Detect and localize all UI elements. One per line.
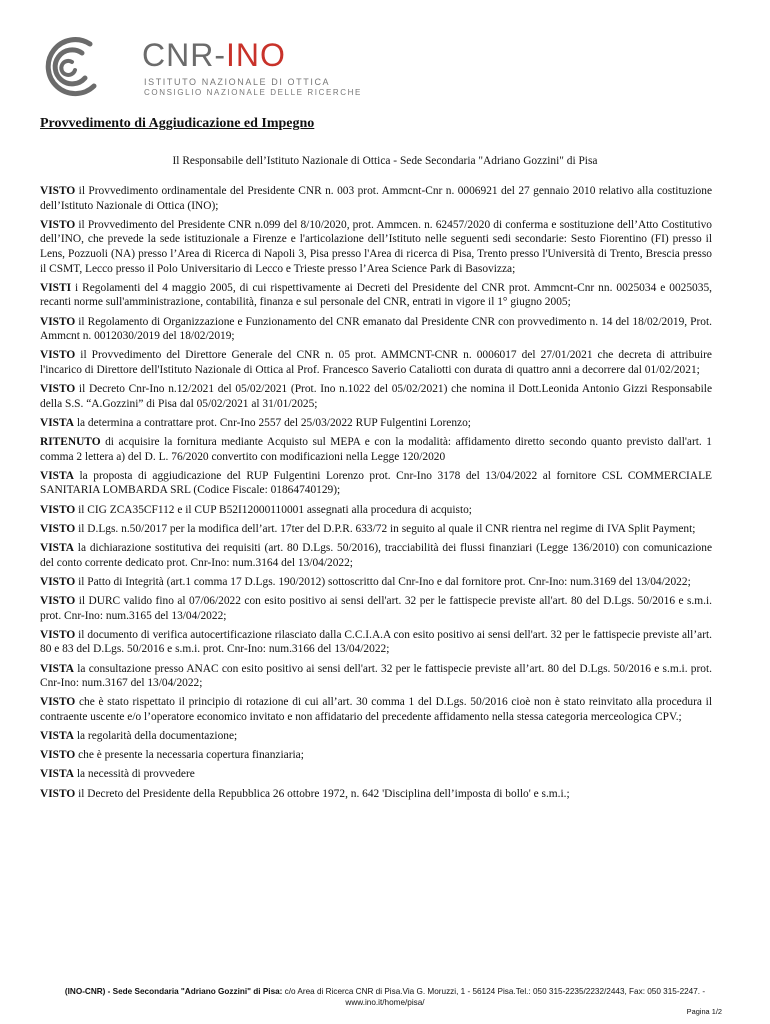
clause-paragraph <box>40 218 712 276</box>
clause-text: il documento di verifica autocertificazione rilasciato dalla C.C.I.A.A con esito positivo ai sensi dell'art. 32 per le fattispecie previste all’art. 80 e 83 del D.Lgs. 50/2016 e s.m.i. prot. Cnr-Ino: num.3166 del 13/04/2022; <box>40 628 712 656</box>
clause-label: VISTO <box>40 575 76 588</box>
clause-label: VISTA <box>40 662 74 675</box>
clause-paragraph <box>40 522 712 537</box>
clause-text: il CIG ZCA35CF112 e il CUP B52I12000110001 assegnati alla procedura di acquisto; <box>75 503 472 516</box>
clause-label: VISTA <box>40 469 74 482</box>
clause-label: VISTO <box>40 349 76 362</box>
clause-label: VISTO <box>40 383 76 396</box>
clause-label: VISTO <box>40 749 76 762</box>
clause-paragraph <box>40 348 712 377</box>
clause-text: la determina a contrattare prot. Cnr-Ino 2557 del 25/03/2022 RUP Fulgentini Lorenzo; <box>73 416 471 429</box>
clause-label: VISTA <box>40 542 74 554</box>
clause-text: il Provvedimento del Presidente CNR n.099 del 8/10/2020, prot. Ammcen. n. 62457/2020 di conferma e sostituzione dell’Atto Costitutivo dell’INO, che prevede la sede istituzionale a Firenze e l'articolazione dell’Istituto nelle seguenti sedi secondarie: Sesto Fiorentino (FI) presso il Lens, Pozzuoli (NA) presso l’Area di Ricerca di Napoli 3, Pisa presso l'Area di ricerca di Pisa, Trento presso l'Università di Trento, Brescia presso il CSMT, Lecco presso il Polo Universitario di Lecco e Trieste presso l’Area Science Park di Basovizza; <box>40 218 712 275</box>
cnr-logo-icon <box>38 36 102 100</box>
page-number: Pagina 1/2 <box>686 1007 722 1016</box>
clause-text: che è stato rispettato il principio di rotazione di cui all’art. 30 comma 1 del D.Lgs. 50/2016 cioè non è stato reinvitato alla procedura il contraente uscente e/o l’operatore economico invitato e non affidatario del precedente affidamento nella stessa categoria merceologica CPV.; <box>40 696 712 723</box>
clause-text: la necessità di provvedere <box>73 768 195 781</box>
clause-paragraph <box>40 184 712 213</box>
clause-label: VISTO <box>40 315 76 328</box>
clause-paragraph <box>40 748 712 763</box>
clause-label: VISTO <box>40 218 76 231</box>
brand-subtitle-2: CONSIGLIO NAZIONALE DELLE RICERCHE <box>144 88 362 97</box>
footer-address: c/o Area di Ricerca CNR di Pisa.Via G. Moruzzi, 1 - 56124 Pisa.Tel.: 050 315-2235/2232/2443, Fax: 050 315-2247. - www.ino.it/home/pisa/ <box>282 987 706 1007</box>
clause-paragraph <box>40 729 712 744</box>
clause-text: di acquisire la fornitura mediante Acquisto sul MEPA e con la modalità: affidamento diretto secondo quanto previsto dall'art. 1 comma 2 lettera a) del D. L. 76/2020 convertito con modificazioni nella Legge 120/2020 <box>40 436 712 463</box>
clause-text: il D.Lgs. n.50/2017 per la modifica dell’art. 17ter del D.P.R. 633/72 in seguito al quale il CNR rientra nel regime di IVA Split Payment; <box>75 522 696 535</box>
clause-paragraph <box>40 767 712 782</box>
clause-paragraph <box>40 469 712 498</box>
clause-text: il Patto di Integrità (art.1 comma 17 D.Lgs. 190/2012) sottoscritto dal Cnr-Ino e dal fornitore prot. Cnr-Ino: num.3169 del 13/04/2022; <box>75 575 691 588</box>
clause-text: la dichiarazione sostitutiva dei requisiti (art. 80 D.Lgs. 50/2016), tracciabilità dei flussi finanziari (Legge 136/2010) con comunicazione del conto corrente dedicato prot. Cnr-Ino: num.3164 del 13/04/2022; <box>40 542 712 569</box>
clause-paragraph <box>40 503 712 518</box>
clause-text: la consultazione presso ANAC con esito positivo ai sensi dell'art. 32 per le fattispecie previste all’art. 80 del D.Lgs. 50/2016 e s.m.i. prot. Cnr-Ino: num.3167 del 13/04/2022; <box>40 662 712 690</box>
clause-text: la regolarità della documentazione; <box>73 730 238 743</box>
clause-text: il Decreto Cnr-Ino n.12/2021 del 05/02/2021 (Prot. Ino n.1022 del 05/02/2021) che nomina il Dott.Leonida Antonio Gizzi Responsabile della S.S. “A.Gozzini” di Pisa dal 05/02/2021 al 31/01/2025; <box>40 383 712 410</box>
clause-list <box>40 184 712 806</box>
document-intro: Il Responsabile dell’Istituto Nazionale di Ottica - Sede Secondaria "Adriano Gozzini" di Pisa <box>172 155 598 167</box>
clause-paragraph <box>40 541 712 570</box>
clause-label: VISTO <box>40 522 76 535</box>
clause-label: RITENUTO <box>40 436 101 449</box>
letterhead <box>38 36 398 100</box>
clause-paragraph <box>40 315 712 344</box>
clause-text: la proposta di aggiudicazione del RUP Fulgentini Lorenzo prot. Cnr-Ino 3178 del 13/04/2022 al fornitore CSL COMMERCIALE SANITARIA LOMBARDA SRL (Codice Fiscale: 01864740129); <box>40 469 712 497</box>
brand-name: CNR-INO <box>142 37 286 73</box>
clause-label: VISTA <box>40 416 74 429</box>
clause-label: VISTO <box>40 628 76 641</box>
clause-text: il Regolamento di Organizzazione e Funzionamento del CNR emanato dal Presidente CNR con provvedimento n. 14 del 18/02/2019, Prot. Ammcnt n. 0012030/2019 del 18/02/2019; <box>40 315 712 343</box>
clause-paragraph <box>40 787 712 802</box>
clause-label: VISTA <box>40 768 74 781</box>
clause-paragraph <box>40 575 712 590</box>
clause-text: il DURC valido fino al 07/06/2022 con esito positivo ai sensi dell'art. 32 per le fattispecie previste all'art. 80 del D.Lgs. 50/2016 e s.m.i. prot. Cnr-Ino: num.3165 del 13/04/2022; <box>40 594 712 622</box>
brand-subtitle-1: ISTITUTO NAZIONALE DI OTTICA <box>144 77 331 87</box>
page-footer <box>36 986 734 1008</box>
clause-label: VISTO <box>40 594 76 607</box>
clause-text: che è presente la necessaria copertura finanziaria; <box>75 749 304 762</box>
clause-paragraph <box>40 695 712 724</box>
clause-label: VISTO <box>40 185 76 197</box>
clause-paragraph <box>40 281 712 310</box>
clause-paragraph <box>40 382 712 411</box>
clause-label: VISTA <box>40 730 74 743</box>
clause-paragraph <box>40 662 712 691</box>
clause-label: VISTI <box>40 281 72 294</box>
footer-institute: (INO-CNR) - Sede Secondaria "Adriano Gozzini" di Pisa: <box>64 987 283 996</box>
clause-label: VISTO <box>40 696 76 709</box>
clause-text: il Provvedimento ordinamentale del Presidente CNR n. 003 prot. Ammcnt-Cnr n. 0006921 del 27 gennaio 2010 relativo alla costituzione dell’Istituto Nazionale di Ottica (INO); <box>40 185 712 212</box>
clause-text: il Decreto del Presidente della Repubblica 26 ottobre 1972, n. 642 'Disciplina dell’imposta di bollo' e s.m.i.; <box>75 787 570 800</box>
clause-text: il Provvedimento del Direttore Generale del CNR n. 05 prot. AMMCNT-CNR n. 0006017 del 27/01/2021 che decreta di attribuire l'incarico di Direttore dell'Istituto Nazionale di Ottica al Prof. Francesco Saverio Cataliotti con durata di quattro anni a decorrere dal 01/02/2021; <box>40 349 712 376</box>
clause-paragraph <box>40 628 712 657</box>
clause-paragraph <box>40 416 712 431</box>
clause-label: VISTO <box>40 503 76 516</box>
clause-paragraph <box>40 594 712 623</box>
clause-label: VISTO <box>40 787 76 800</box>
document-title: Provvedimento di Aggiudicazione ed Impegno <box>40 116 315 131</box>
clause-text: i Regolamenti del 4 maggio 2005, di cui rispettivamente ai Decreti del Presidente del CNR prot. Ammcnt-Cnr nn. 0025034 e 0025035, recanti norme sull'amministrazione, contabilità, finanza e sul personale del CNR, entrati in vigore il 1° giugno 2005; <box>40 281 712 309</box>
clause-paragraph <box>40 435 712 464</box>
